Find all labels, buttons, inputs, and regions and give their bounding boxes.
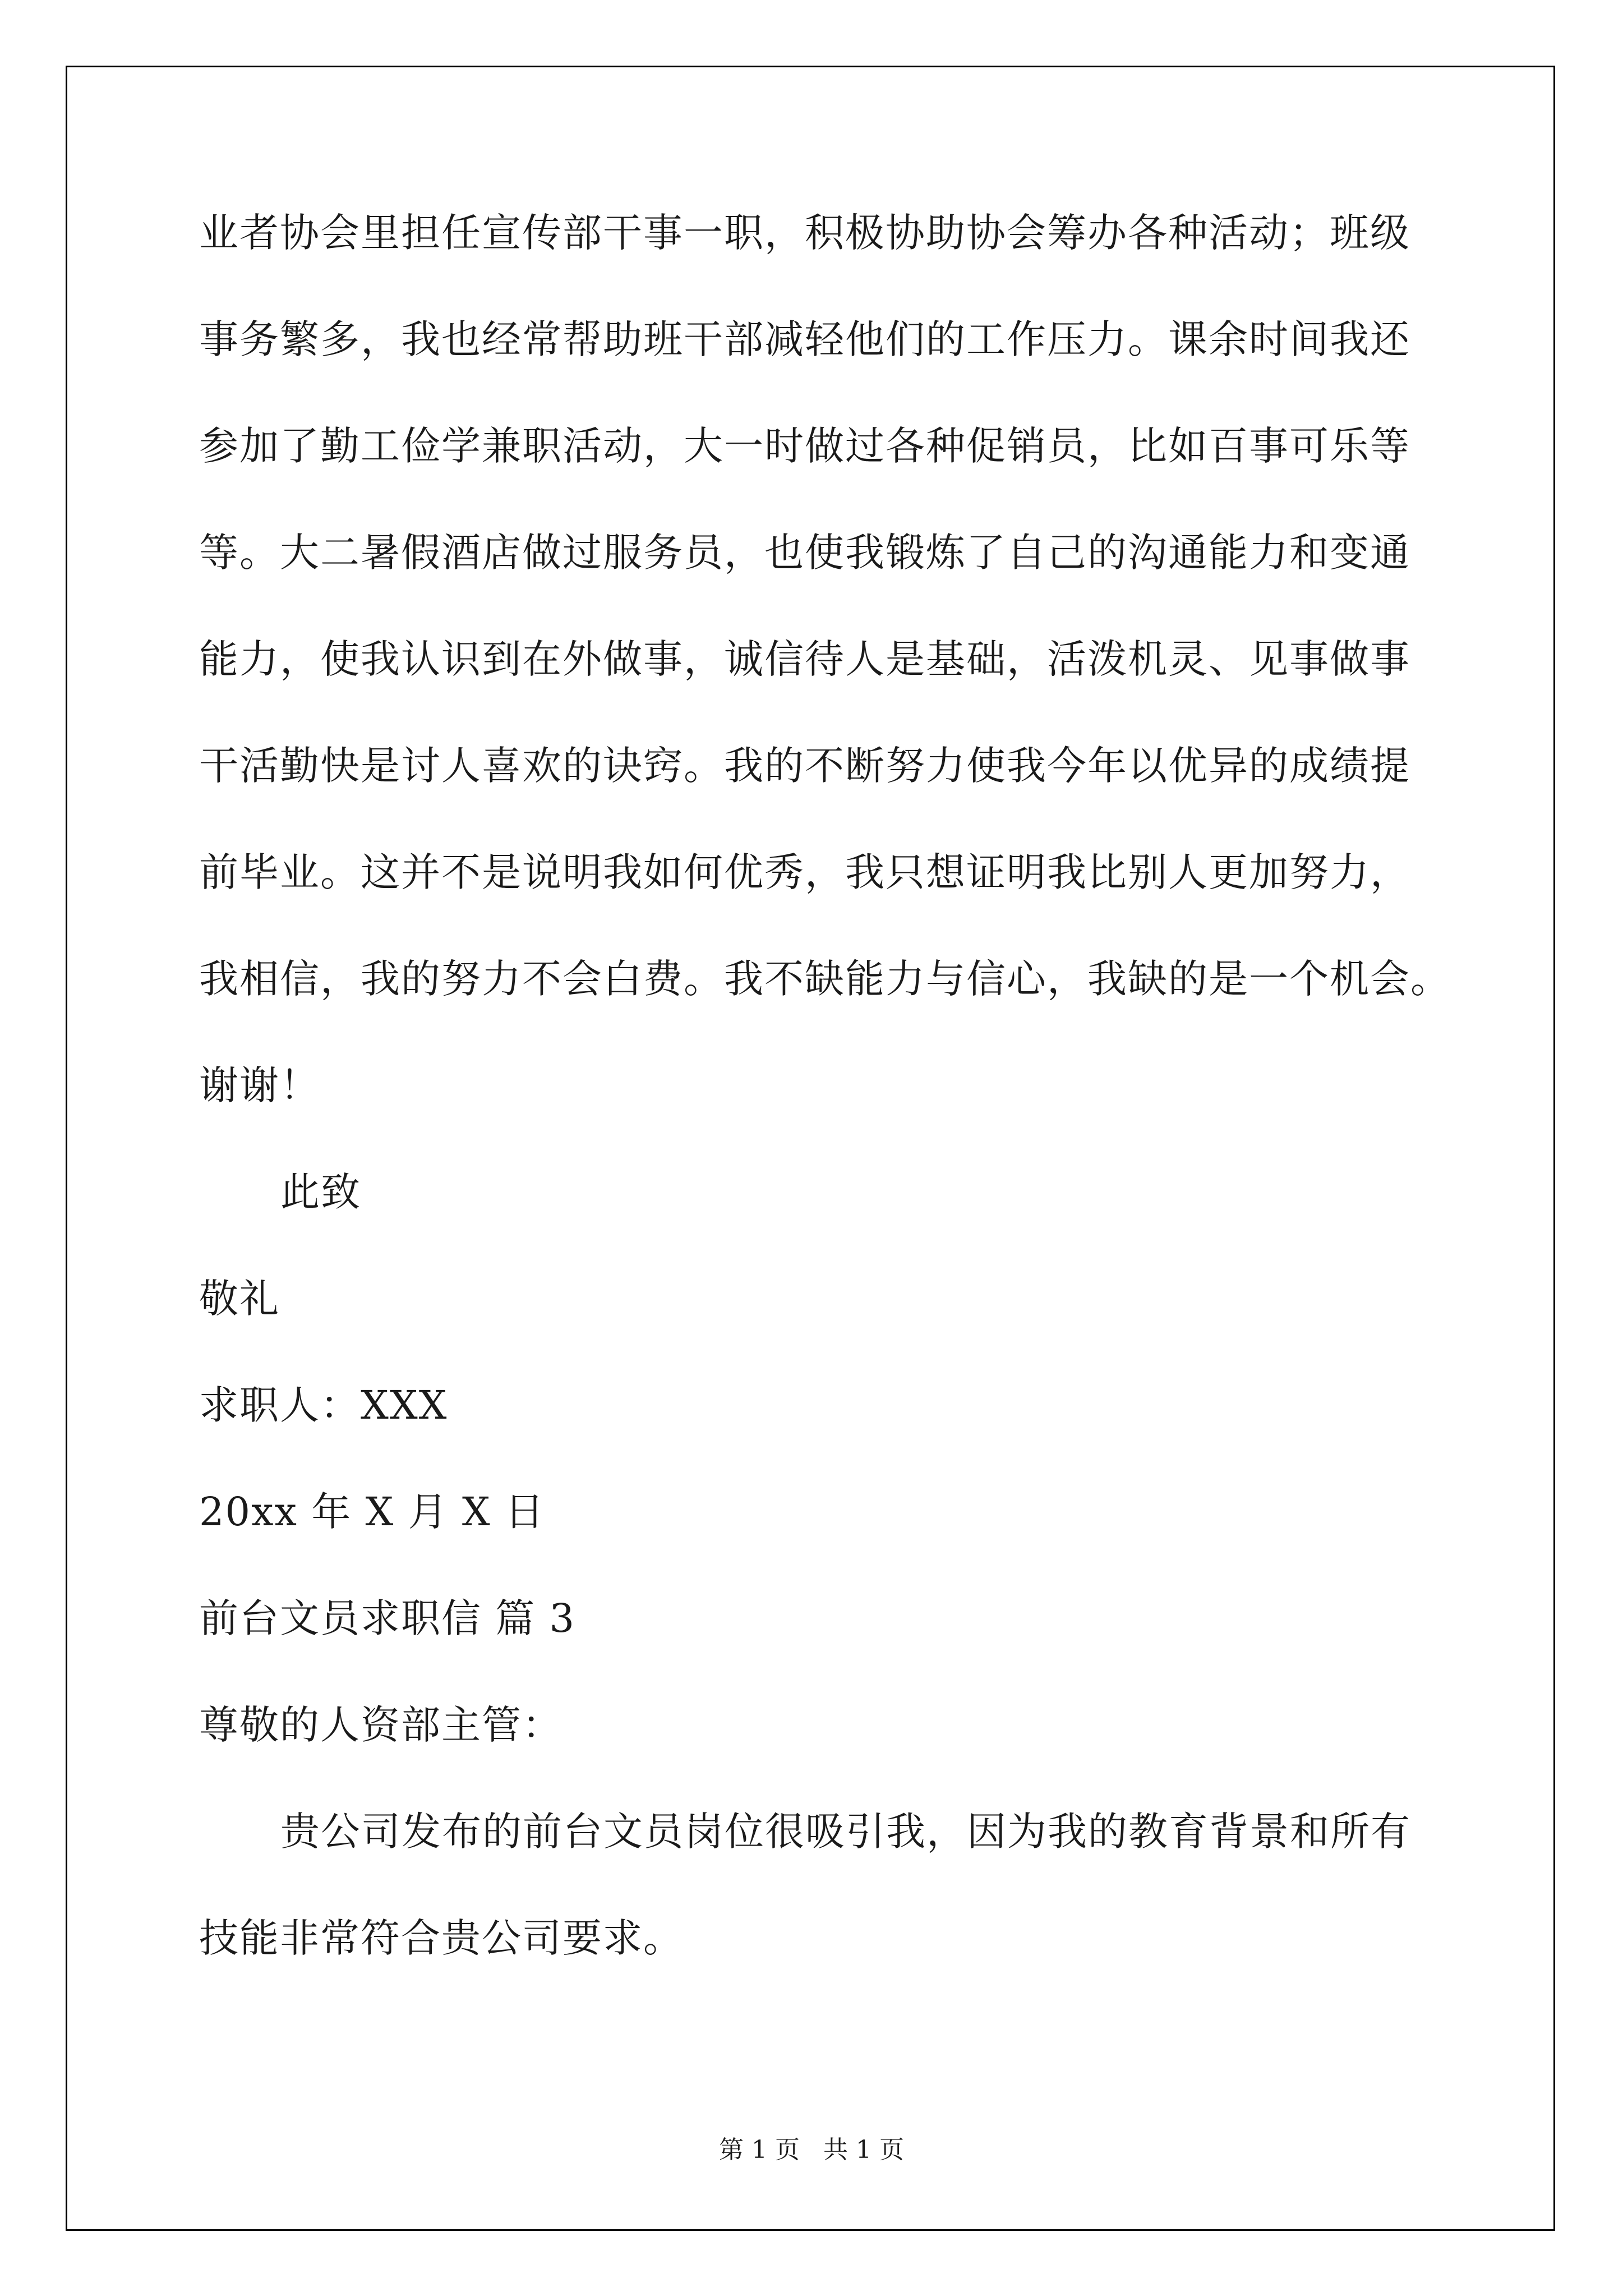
thanks-line: 谢谢！ — [199, 1062, 320, 1108]
closing-respect: 敬礼 — [199, 1276, 280, 1322]
paragraph-line: 能力，使我认识到在外做事，诚信待人是基础，活泼机灵、见事做事 — [199, 636, 1410, 682]
page-footer: 第 1 页 共 1 页 — [719, 2136, 904, 2164]
letter-greeting: 尊敬的人资部主管： — [199, 1702, 562, 1748]
section-heading: 前台文员求职信 篇 3 — [199, 1595, 576, 1641]
paragraph-line: 我相信，我的努力不会白费。我不缺能力与信心，我缺的是一个机会。 — [199, 956, 1451, 1002]
letter-date: 20xx 年 X 月 X 日 — [199, 1489, 545, 1535]
paragraph-line: 参加了勤工俭学兼职活动，大一时做过各种促销员，比如百事可乐等 — [199, 423, 1410, 469]
closing-salutation: 此致 — [280, 1169, 361, 1215]
paragraph-line: 技能非常符合贵公司要求。 — [199, 1915, 684, 1961]
paragraph-line: 等。大二暑假酒店做过服务员，也使我锻炼了自己的沟通能力和变通 — [199, 530, 1410, 576]
paragraph-line: 干活勤快是讨人喜欢的诀窍。我的不断努力使我今年以优异的成绩提 — [199, 743, 1410, 789]
paragraph-line: 贵公司发布的前台文员岗位很吸引我，因为我的教育背景和所有 — [280, 1809, 1411, 1855]
paragraph-line: 前毕业。这并不是说明我如何优秀，我只想证明我比别人更加努力， — [199, 849, 1410, 895]
paragraph-line: 业者协会里担任宣传部干事一职，积极协助协会筹办各种活动；班级 — [199, 210, 1410, 256]
paragraph-line: 事务繁多，我也经常帮助班干部减轻他们的工作压力。课余时间我还 — [199, 316, 1410, 362]
applicant-signature: 求职人：XXX — [199, 1382, 448, 1428]
page-border — [66, 66, 1555, 2231]
